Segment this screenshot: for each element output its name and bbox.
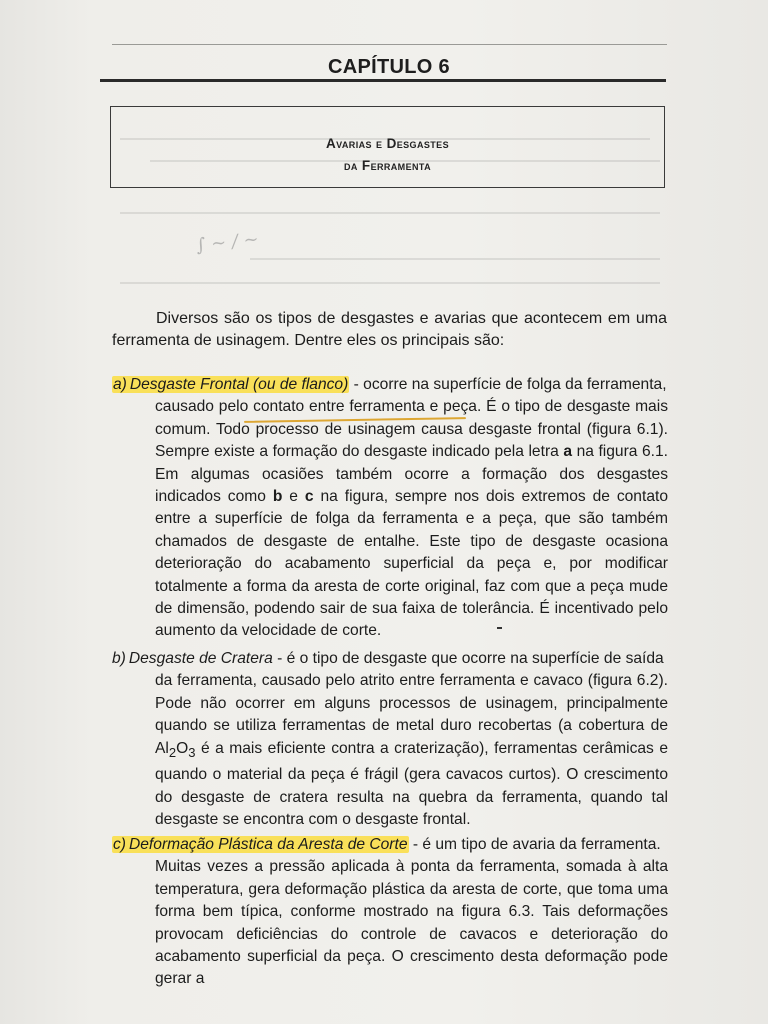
chapter-rule — [100, 79, 666, 82]
item-c-letter: c) — [113, 836, 126, 853]
item-b-term — [112, 650, 273, 667]
list-item-a — [112, 374, 668, 643]
item-a-highlighted-term — [112, 376, 349, 393]
item-b-first-text: é o tipo de desgaste que ocorre na superfície de saída — [286, 650, 664, 667]
bleed-through-line — [250, 258, 660, 260]
ink-mark — [497, 627, 502, 629]
bleed-through-line — [120, 212, 660, 214]
item-b-body: da ferramenta, causado pelo atrito entre ferramenta e cavaco (figura 6.2). Pode não ocorrer em alguns processos de usinagem, principalmente quando se utiliza ferramentas de metal duro recobertas (a cobertura de $Al_2O_3$ é a mais eficiente contra a craterização), ferramentas cerâmicas e quando o material da peça é frágil (gera cavacos curtos). O crescimento do desgaste de cratera resulta na quebra da ferramenta, quando tal desgaste se encontra com o desgaste frontal. — [155, 672, 668, 828]
item-c-label: Deformação Plástica da Aresta de Corte — [129, 836, 408, 853]
pencil-scribble: ∫ ~ ∕ ~ — [195, 228, 260, 257]
section-heading-line-2: da Ferramenta — [343, 158, 432, 173]
item-a-letter: a) — [113, 376, 127, 393]
item-c-body: Muitas vezes a pressão aplicada à ponta da ferramenta, somada à alta temperatura, gera deformação plástica da aresta de corte, que toma uma forma bem típica, conforme mostrado na figura 6.3. Tais deformações provocam deficiências do controle de cavacos e deterioração do acabamento superficial da peça. O crescimento desta deformação pode gerar a — [155, 858, 668, 988]
intro-paragraph: Diversos são os tipos de desgastes e avarias que acontecem em uma ferramenta de usinagem. Dentre eles os principais são: — [112, 310, 667, 349]
section-heading-line-1: Avarias e Desgastes — [326, 136, 449, 151]
item-a-label: Desgaste Frontal (ou de flanco) — [129, 376, 349, 393]
item-c-highlighted-term — [112, 836, 409, 853]
item-b-separator: - — [272, 650, 287, 667]
item-b-letter: b) — [112, 650, 126, 667]
item-b-first-line — [112, 648, 668, 670]
list-item-c — [112, 834, 668, 991]
chapter-title-box — [110, 106, 665, 188]
item-c-first-text: é um tipo de avaria da ferramenta. — [422, 836, 661, 853]
item-c-first-line — [112, 834, 668, 856]
list-item-b — [112, 648, 668, 831]
top-rule — [112, 44, 667, 45]
item-a-first-text: ocorre na superfície de folga da ferramenta, — [363, 376, 667, 393]
item-a-body: causado pelo contato entre ferramenta e peça. É o tipo de desgaste mais comum. Todo processo de usinagem causa desgaste frontal (figura 6.1). Sempre existe a formação do desgaste indicado pela letra a na figura 6.1. Em algumas ocasiões também ocorre a formação dos desgastes indicados como b e c na figura, sempre nos dois extremos de contato entre a superfície de folga da ferramenta e a peça, que são também chamados de desgaste de entalhe. Este tipo de desgaste ocasiona deterioração do acabamento superficial da peça e, por modificar totalmente a forma da aresta de corte original, faz com que a peça mude de dimensão, podendo sair de sua faixa de tolerância. É incentivado pelo aumento da velocidade de corte. — [155, 398, 668, 640]
section-heading — [111, 133, 664, 177]
chapter-title: CAPÍTULO 6 — [328, 56, 450, 78]
item-b-label: Desgaste de Cratera — [128, 650, 273, 667]
bleed-through-line — [120, 282, 660, 284]
item-a-separator: - — [349, 376, 364, 393]
item-c-separator: - — [408, 836, 423, 853]
item-a-first-line — [112, 374, 668, 396]
